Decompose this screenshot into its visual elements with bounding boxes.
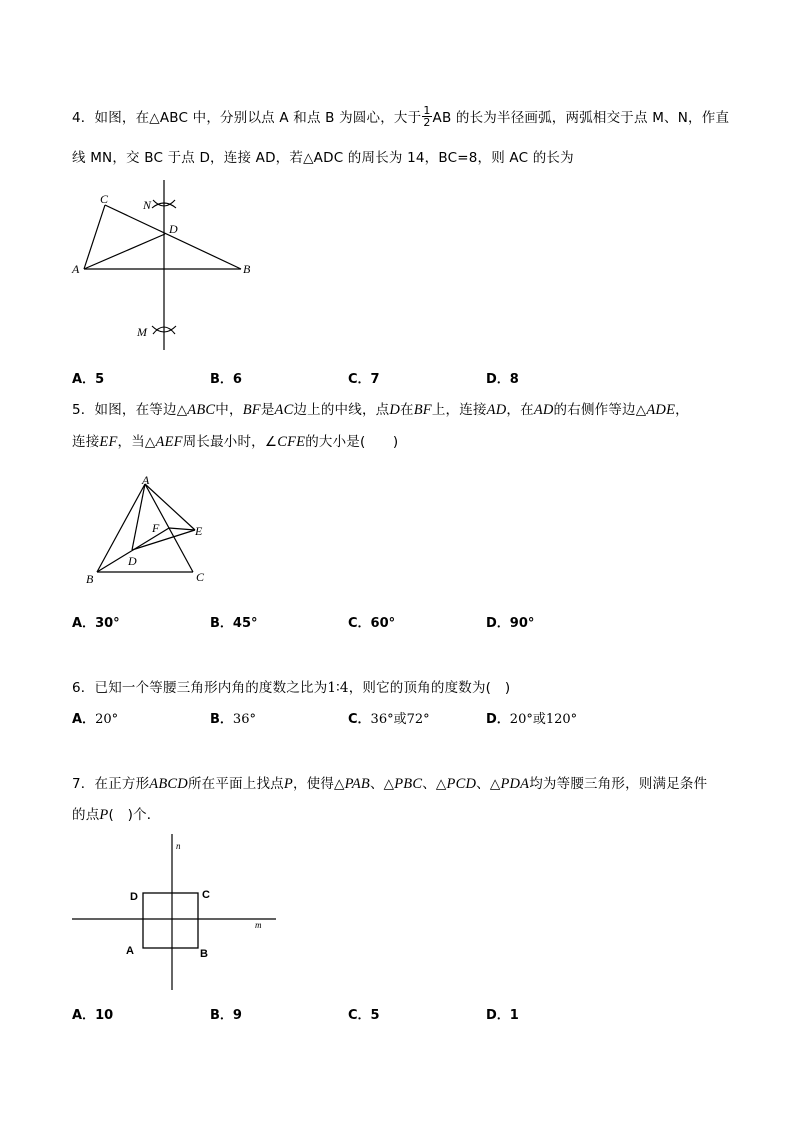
q4-label-N: N [143,198,152,212]
q5-label-D: D [128,554,137,568]
q5-option-c[interactable]: C．60° [348,616,396,631]
q4-option-c[interactable]: C．7 [348,372,380,387]
q7-figure [70,830,290,995]
q7-label-n: n [176,841,181,851]
q4-option-a[interactable]: A．5 [72,372,105,387]
q5-option-a[interactable]: A．30° [72,616,120,631]
q7-text-line1: 7．在正方形ABCD所在平面上找点P，使得△PAB、△PBC、△PCD、△PDA均为等腰三角形，则满足条件 [72,776,708,792]
q6-text-line1: 6．已知一个等腰三角形内角的度数之比为1∶4，则它的顶角的度数为( ) [72,680,511,696]
q5-option-d[interactable]: D．90° [486,616,535,631]
q5-label-B: B [86,572,94,586]
q5-label-A: A [142,473,150,487]
q7-label-m: m [255,920,262,930]
q5-label-C: C [196,570,205,584]
q4-label-M: M [137,325,147,339]
q6-option-c[interactable]: C．36°或72° [348,712,430,727]
q7-label-C: C [202,889,210,901]
q4-label-D: D [169,222,178,236]
q5-label-F: F [152,521,160,535]
q7-option-d[interactable]: D．1 [486,1008,519,1023]
q7-label-B: B [200,948,208,960]
q4-option-b[interactable]: B．6 [210,372,242,387]
q6-option-b[interactable]: B．36° [210,712,256,727]
q4-label-A: A [72,262,80,276]
q5-text-line1: 5．如图，在等边△ABC中，BF是AC边上的中线，点D在BF上，连接AD，在AD的右侧作等边△ADE， [72,402,689,418]
q5-label-E: E [195,524,203,538]
q4-label-C: C [100,192,109,206]
q4-text-line1: 4．如图，在△ABC 中，分别以点 A 和点 B 为圆心，大于 $\frac{1}{2}$ AB 的长为半径画弧，两弧相交于点 M、N，作直 [72,103,730,129]
q4-option-d[interactable]: D．8 [486,372,519,387]
q4-text-line2: 线 MN，交 BC 于点 D，连接 AD，若△ADC 的周长为 14，BC=8，则 AC 的长为 [72,150,574,166]
q7-label-A: A [126,945,134,957]
q7-label-D: D [130,891,138,903]
q7-option-c[interactable]: C．5 [348,1008,380,1023]
q6-option-a[interactable]: A．20° [72,712,119,727]
q4-label-B: B [243,262,251,276]
half-fraction: $\frac{1}{2}$ [423,103,431,129]
q7-text-line2: 的点P( )个． [72,807,161,823]
q7-option-a[interactable]: A．10 [72,1008,114,1023]
q5-option-b[interactable]: B．45° [210,616,258,631]
q7-option-b[interactable]: B．9 [210,1008,242,1023]
q5-figure [80,470,220,590]
q6-option-d[interactable]: D．20°或120° [486,712,578,727]
q4-figure [60,190,280,365]
q5-text-line2: 连接EF，当△AEF周长最小时，∠CFE的大小是( ) [72,434,399,450]
